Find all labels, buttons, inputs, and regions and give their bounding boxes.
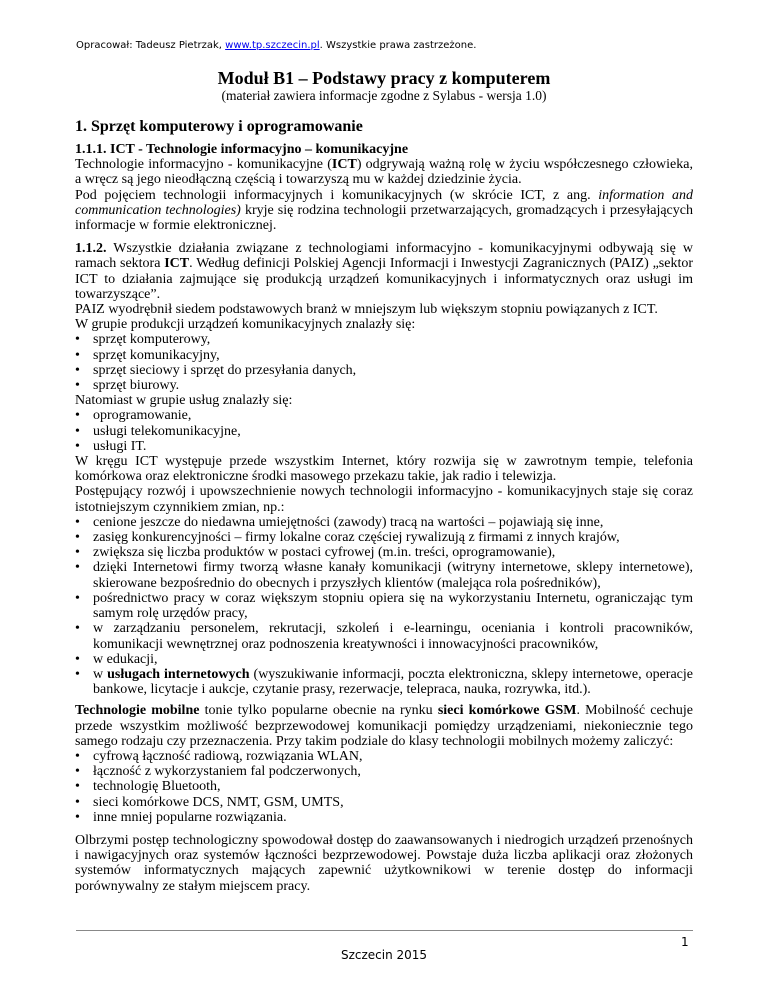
header-author: Opracował: Tadeusz Pietrzak, xyxy=(76,40,226,51)
header-link[interactable]: www.tp.szczecin.pl xyxy=(225,40,320,51)
list-item: • dzięki Internetowi firmy tworzą własne kanały komunikacji (witryny internetowe, sklepy internetowe), skierowane bezpośrednio do obecnych i przyszłych klientów (malejąca rola pośredników), xyxy=(75,560,693,591)
paragraph: W kręgu ICT występuje przede wszystkim Internet, który rozwija się w zawrotnym tempie, telefonia komórkowa oraz elektroniczne środki masowego przekazu takie, jak radio i telewizja. xyxy=(75,454,693,485)
paragraph-final: Olbrzymi postęp technologiczny spowodował dostęp do zaawansowanych i niedrogich urządzeń przenośnych i nawigacyjnych oraz systemów łączności bezprzewodowej. Powstaje duża liczba aplikacji oraz złożonych systemów informatycznych mających zapewnić użytkownikowi w terenie dostęp do informacji porównywalny ze stałym miejscem pracy. xyxy=(75,832,693,894)
paragraph-mobile: Technologie mobilne tonie tylko popularne obecnie na rynku sieci komórkowe GSM. Mobilność cechuje przede wszystkim możliwość bezprzewodowej komunikacji pomiędzy urządzeniami, niekoniecznie tego samego rodzaju czy przeznaczenia. Przy takim podziale do klasy technologii mobilnych możemy zaliczyć: xyxy=(75,703,693,749)
bullet-list-devices xyxy=(75,332,693,393)
document-body xyxy=(75,68,693,894)
document-subtitle: (materiał zawiera informacje zgodne z Sylabus - wersja 1.0) xyxy=(221,88,547,103)
bullet-list-mobile xyxy=(75,749,693,825)
paragraph: Pod pojęciem technologii informacyjnych i komunikacyjnych (w skrócie ICT, z ang. information and communication technologies) kryje się rodzina technologii przetwarzających, gromadzących i przesyłających informacje w formie elektronicznej. xyxy=(75,187,694,234)
paragraph: Postępujący rozwój i upowszechnienie nowych technologii informacyjno - komunikacyjnych staje się coraz istotniejszym czynnikiem zmian, np.: xyxy=(75,484,693,515)
list-item: • w usługach internetowych (wyszukiwanie informacji, poczta elektroniczna, sklepy internetowe, operacje bankowe, licytacje i aukcje, czytanie prasy, rezerwacje, telepraca, nauka, rozrywka, itd.). xyxy=(75,666,693,698)
paragraph: 1.1.2. Wszystkie działania związane z technologiami informacyjno - komunikacyjnymi odbywają się w ramach sektora ICT. Według definicji Polskiej Agencji Informacji i Inwestycji Zagranicznych (PAIZ) „sektor ICT to działania zajmujące się produkcją urządzeń komunikacyjnych i informatycznych oraz usługi im towarzyszące”. xyxy=(75,241,693,302)
paragraph: Natomiast w grupie usług znalazły się: xyxy=(75,393,293,409)
list-item: • technologię Bluetooth, xyxy=(75,779,221,795)
list-item: • sprzęt komputerowy, xyxy=(75,332,211,348)
list-item: • sprzęt biurowy. xyxy=(75,378,180,394)
section-title: 1. Sprzęt komputerowy i oprogramowanie xyxy=(75,118,363,135)
footer-divider xyxy=(76,930,693,931)
list-item: • zasięg konkurencyjności – firmy lokalne coraz częściej rywalizują z firmami z innych krajów, xyxy=(75,530,620,546)
list-item: • w edukacji, xyxy=(75,651,158,667)
list-item: • cyfrową łączność radiową, rozwiązania WLAN, xyxy=(75,748,363,764)
list-item: • usługi IT. xyxy=(75,438,147,454)
list-item: • pośrednictwo pracy w coraz większym stopniu opiera się na wykorzystaniu Internetu, ograniczając tym samym rolę urzędów pracy, xyxy=(75,590,693,622)
list-item: • w zarządzaniu personelem, rekrutacji, szkoleń i e-learningu, oceniania i kontroli pracowników, komunikacji wewnętrznej oraz podnoszenia kreatywności i innowacyjności pracowników, xyxy=(75,621,693,652)
list-item: • oprogramowanie, xyxy=(75,408,192,424)
list-item: • inne mniej popularne rozwiązania. xyxy=(75,809,287,825)
page-number: 1 xyxy=(681,935,689,949)
header-rights: . Wszystkie prawa zastrzeżone. xyxy=(319,40,477,51)
document-title: Moduł B1 – Podstawy pracy z komputerem xyxy=(217,68,551,88)
paragraph: W grupie produkcji urządzeń komunikacyjnych znalazły się: xyxy=(75,317,416,333)
subsection-heading-111: 1.1.1. ICT - Technologie informacyjno – komunikacyjne xyxy=(75,142,409,157)
list-item: • usługi telekomunikacyjne, xyxy=(75,423,241,439)
list-item: • sieci komórkowe DCS, NMT, GSM, UMTS, xyxy=(75,794,344,810)
paragraph: PAIZ wyodrębnił siedem podstawowych branż w mniejszym lub większym stopniu powiązanych z ICT. xyxy=(75,302,658,318)
list-item: • cenione jeszcze do niedawna umiejętności (zawody) tracą na wartości – pojawiają się inne, xyxy=(75,514,604,530)
paragraph: Technologie informacyjno - komunikacyjne (ICT) odgrywają ważną rolę w życiu współczesnego człowieka, a wręcz są jego nieodłączną częścią i towarzyszą mu w każdej dziedzinie życia. xyxy=(75,157,693,188)
page-header xyxy=(76,39,768,52)
list-item: • zwiększa się liczba produktów w postaci cyfrowej (m.in. treści, oprogramowanie), xyxy=(75,545,556,561)
list-item: • sprzęt sieciowy i sprzęt do przesyłania danych, xyxy=(75,362,357,378)
list-item: • sprzęt komunikacyjny, xyxy=(75,347,220,363)
bullet-list-changes xyxy=(75,515,693,697)
list-item: • łączność z wykorzystaniem fal podczerwonych, xyxy=(75,764,361,780)
footer-place-year: Szczecin 2015 xyxy=(340,948,428,962)
bullet-list-services xyxy=(75,408,693,454)
